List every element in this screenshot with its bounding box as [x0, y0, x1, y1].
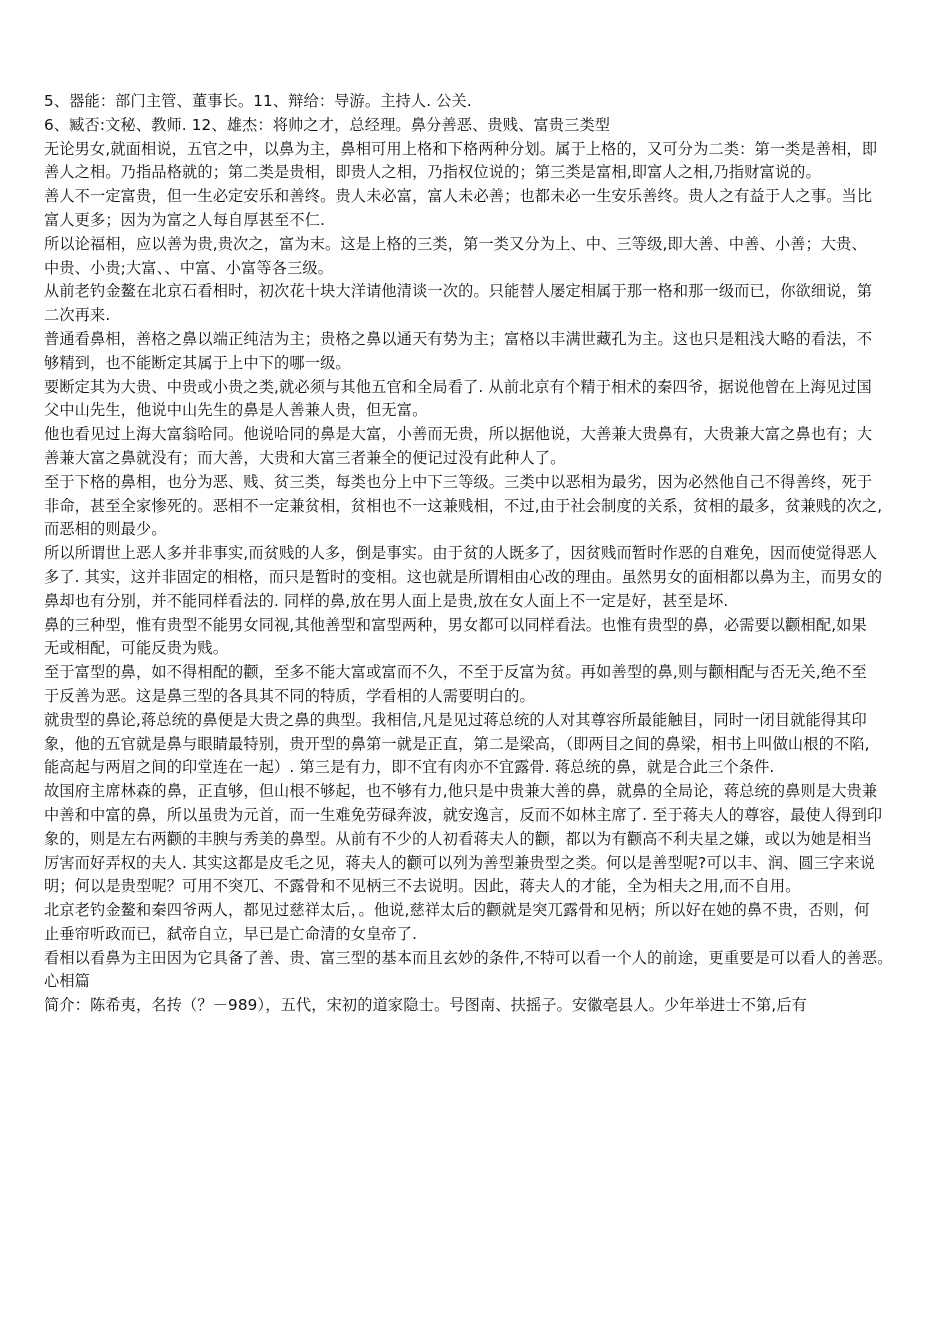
- text-line: 而恶相的则最少。: [44, 520, 167, 539]
- paragraph: [44, 471, 924, 542]
- text-line: 善人之相。乃指品格就的；第二类是贵相，即贵人之相，乃指权位说的；第三类是富相,即富人之相,乃指财富说的。: [44, 163, 821, 182]
- paragraph: [44, 780, 924, 899]
- paragraph: [44, 280, 924, 328]
- text-line: 二次再来.: [44, 306, 111, 325]
- text-line: 就贵型的鼻论,蒋总统的鼻便是大贵之鼻的典型。我相信,凡是见过蒋总统的人对其尊容所最能触目，同时一闭目就能得其印: [44, 710, 867, 729]
- text-line: 能高起与两眉之间的印堂连在一起）. 第三是有力，即不宜有肉亦不宜露骨. 蒋总统的鼻，就是合此三个条件.: [44, 758, 775, 777]
- text-line: 象，他的五官就是鼻与眼睛最特别，贵开型的鼻第一就是正直，第二是梁高，（即两目之间的鼻梁，相书上叫做山根的不陷,: [44, 734, 870, 753]
- paragraph: [44, 185, 924, 233]
- paragraph: [44, 423, 924, 471]
- text-line: 鼻却也有分别，并不能同样看法的. 同样的鼻,放在男人面上是贵,放在女人面上不一定是好，甚至是坏.: [44, 591, 729, 610]
- text-line: 明；何以是贵型呢？可用不突兀、不露骨和不见柄三不去说明。因此，蒋夫人的才能，全为相夫之用,而不自用。: [44, 877, 801, 896]
- text-line: 鼻的三种型，惟有贵型不能男女同视,其他善型和富型两种，男女都可以同样看法。也惟有贵型的鼻，必需要以颧相配,如果: [44, 615, 867, 634]
- text-line: 于反善为恶。这是鼻三型的各具其不同的特质，学看相的人需要明白的。: [44, 686, 535, 705]
- paragraph: [44, 661, 924, 709]
- text-line: 中善和中富的鼻，所以虽贵为元首，而一生难免劳碌奔波，就安逸言，反而不如林主席了. 至于蒋夫人的尊容，最使人得到印: [44, 805, 883, 824]
- text-line: 6、臧否:文秘、教师. 12、雄杰：将帅之才，总经理。鼻分善恶、贵贱、富贵三类型: [44, 115, 611, 134]
- paragraph: [44, 114, 924, 138]
- text-line: 要断定其为大贵、中贵或小贵之类,就必须与其他五官和全局看了. 从前北京有个精于相术的秦四爷，据说他曾在上海见过国: [44, 377, 872, 396]
- text-line: 止垂帘听政而已，弑帝自立，早已是亡命清的女皇帝了.: [44, 924, 418, 943]
- text-line: 父中山先生，他说中山先生的鼻是人善兼人贵，但无富。: [44, 401, 428, 420]
- paragraph: [44, 328, 924, 376]
- text-line: 至于下格的鼻相，也分为恶、贱、贫三类，每类也分上中下三等级。三类中以恶相为最劣，因为必然他自己不得善终，死于: [44, 472, 873, 491]
- paragraph: [44, 614, 924, 662]
- text-line: 5、器能：部门主管、董事长。11、辩给：导游。主持人. 公关.: [44, 92, 472, 110]
- text-line: 所以论福相，应以善为贵,贵次之，富为末。这是上格的三类，第一类又分为上、中、三等级,即大善、中善、小善；大贵、: [44, 234, 867, 253]
- paragraph: [44, 970, 924, 994]
- paragraph: [44, 709, 924, 780]
- paragraph: [44, 899, 924, 947]
- text-line: 善兼大富之鼻就没有；而大善，大贵和大富三者兼全的便记过没有此种人了。: [44, 448, 566, 467]
- paragraph: [44, 994, 924, 1018]
- text-line: 所以所谓世上恶人多并非事实,而贫贱的人多，倒是事实。由于贫的人既多了，因贫贱而暂时作恶的自难免，因而使觉得恶人: [44, 544, 878, 563]
- text-line: 至于富型的鼻，如不得相配的颧，至多不能大富或富而不久，不至于反富为贫。再如善型的鼻,则与颧相配与否无关,绝不至: [44, 663, 867, 682]
- text-line: 故国府主席林森的鼻，正直够，但山根不够起，也不够有力,他只是中贵兼大善的鼻，就鼻的全局论，蒋总统的鼻则是大贵兼: [44, 782, 878, 801]
- text-line: 普通看鼻相，善格之鼻以端正纯洁为主；贵格之鼻以通天有势为主；富格以丰满世藏孔为主。这也只是粗浅大略的看法，不: [44, 329, 873, 348]
- paragraph: [44, 542, 924, 613]
- document-page: [44, 90, 924, 1018]
- text-line: 从前老钓金鳌在北京石看相时，初次花十块大洋请他清谈一次的。只能替人屡定相属于那一格和那一级而已，你欲细说，第: [44, 282, 873, 301]
- paragraph: [44, 947, 924, 971]
- text-line: 看相以看鼻为主田因为它具备了善、贵、富三型的基本而且玄妙的条件,不特可以看一个人的前途，更重要是可以看人的善恶。: [44, 948, 893, 967]
- text-line: 无论男女,就面相说，五官之中，以鼻为主，鼻相可用上格和下格两种分划。属于上格的，又可分为二类：第一类是善相，即: [44, 139, 878, 158]
- text-line: 象的，则是左右两颧的丰腴与秀美的鼻型。从前有不少的人初看蒋夫人的颧，都以为有颧高不利夫星之嫌，或以为她是相当: [44, 829, 873, 848]
- text-line: 中贵、小贵;大富、、中富、小富等各三级。: [44, 258, 334, 277]
- text-line: 非命，甚至全家惨死的。恶相不一定兼贫相，贫相也不一这兼贱相，不过,由于社会制度的关系，贫相的最多，贫兼贱的次之,: [44, 496, 883, 515]
- text-line: 心相篇: [44, 972, 91, 991]
- text-line: 富人更多；因为为富之人每自厚甚至不仁.: [44, 210, 326, 229]
- text-line: 够精到，也不能断定其属于上中下的哪一级。: [44, 353, 351, 372]
- text-line: 他也看见过上海大富翁哈同。他说哈同的鼻是大富，小善而无贵，所以据他说，大善兼大贵鼻有，大贵兼大富之鼻也有；大: [44, 425, 873, 444]
- text-line: 北京老钓金鳌和秦四爷两人，都见过慈祥太后，。他说,慈祥太后的颧就是突兀露骨和见柄；所以好在她的鼻不贵，否则，何: [44, 901, 870, 920]
- text-line: 简介：陈希夷，名抟（？－989），五代，宋初的道家隐士。号图南、扶摇子。安徽亳县人。少年举进士不第,后有: [44, 996, 808, 1015]
- paragraph: [44, 376, 924, 424]
- paragraph: [44, 233, 924, 281]
- text-line: 厉害而好弄权的夫人. 其实这都是皮毛之见，蒋夫人的颧可以列为善型兼贵型之类。何以是善型呢?可以丰、润、圆三字来说: [44, 853, 876, 872]
- text-line: 多了. 其实，这并非固定的相格，而只是暂时的变相。这也就是所谓相由心改的理由。虽然男女的面相都以鼻为主，而男女的: [44, 567, 883, 586]
- paragraph: [44, 138, 924, 186]
- text-line: 无或相配，可能反贵为贱。: [44, 639, 229, 658]
- text-line: 善人不一定富贵，但一生必定安乐和善终。贵人未必富，富人未必善；也都未必一生安乐善终。贵人之有益于人之事。当比: [44, 187, 873, 206]
- paragraph: [44, 90, 924, 114]
